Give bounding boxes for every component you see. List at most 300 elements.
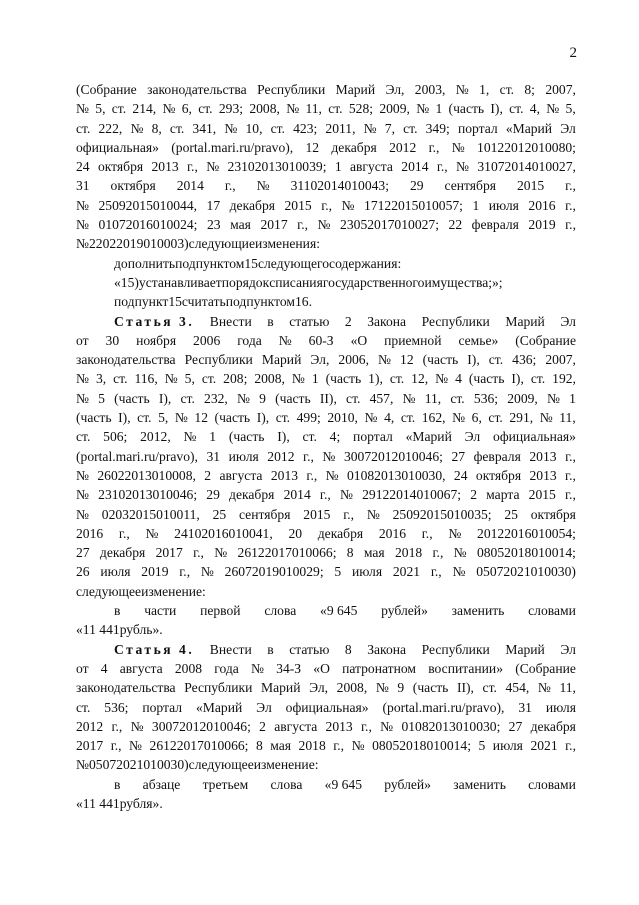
word: 2015 <box>516 178 545 194</box>
word: г., <box>118 525 130 541</box>
text-line <box>76 755 576 774</box>
word: № <box>162 101 176 117</box>
word: № <box>291 371 305 387</box>
word: 2021 <box>530 738 558 754</box>
word: 214, <box>132 101 157 117</box>
word: № <box>375 680 389 696</box>
word: 26072019010029; <box>224 564 324 580</box>
word: 208; <box>223 371 248 387</box>
word: 2012 <box>267 448 295 464</box>
word: 30072012010046; <box>343 448 443 464</box>
text-line <box>76 138 576 157</box>
word: 5 <box>334 564 342 580</box>
word: октября <box>110 178 156 194</box>
word: содержания: <box>329 255 402 271</box>
word: декабря <box>331 139 377 155</box>
word: 528; <box>348 101 374 117</box>
word: «11 441 <box>76 622 120 638</box>
word: 26122017010066; <box>237 545 337 561</box>
word: г., <box>179 564 191 580</box>
word: г., <box>319 487 331 503</box>
word: 341, <box>192 120 217 136</box>
word: от <box>76 332 89 348</box>
word: (часть <box>275 390 311 406</box>
word: законодательства <box>147 82 247 97</box>
word: г., <box>193 545 204 561</box>
word: 5 <box>478 738 486 754</box>
word: 25 <box>504 506 518 522</box>
word: 2008, <box>254 371 285 387</box>
word: июля <box>228 448 259 464</box>
word: (часть <box>325 371 362 387</box>
word: г., <box>428 139 440 155</box>
word: 2016 <box>76 525 104 541</box>
word: ст. <box>76 120 91 136</box>
word: 2015 <box>303 506 331 522</box>
word: 2012 <box>389 139 417 155</box>
text-line <box>76 369 576 388</box>
text-line <box>76 389 576 408</box>
word: 8 <box>255 738 263 754</box>
word: г., <box>565 467 576 483</box>
word: 2003, <box>414 82 446 97</box>
word: «О <box>313 660 330 676</box>
word: 30072012010046; <box>151 718 251 734</box>
word: законодательства <box>76 680 176 696</box>
word: 27 <box>76 545 90 561</box>
word: 31102014010043; <box>290 178 390 194</box>
word: 8; <box>524 82 535 97</box>
word: 1 <box>569 390 576 406</box>
word: № <box>278 332 292 348</box>
word: г., <box>421 525 433 541</box>
word: г., <box>111 718 123 734</box>
word: 31 <box>76 178 90 194</box>
word: Республики <box>184 680 253 696</box>
word: считать <box>181 294 226 310</box>
word: 60-З <box>308 332 334 348</box>
word: 15 <box>168 294 182 310</box>
word: (Собрание <box>515 332 576 348</box>
word: ст. <box>201 371 217 387</box>
word: 454, <box>505 680 530 696</box>
word: семье» <box>458 332 499 348</box>
word: августа <box>119 660 163 676</box>
word: № <box>130 120 144 136</box>
word: 2014 <box>176 178 204 194</box>
word: приемной <box>384 332 442 348</box>
text-line <box>76 601 576 620</box>
word: № <box>317 217 331 233</box>
word: I), <box>158 390 172 406</box>
word: ст. <box>180 390 195 406</box>
word: г., <box>565 178 576 194</box>
word: г., <box>224 178 236 194</box>
word: следующего <box>257 255 330 271</box>
word: октября <box>475 467 522 483</box>
word: 24 <box>76 159 90 175</box>
word: 1 <box>311 371 319 387</box>
document-body <box>76 80 576 813</box>
word: августа <box>219 467 263 483</box>
word: № <box>76 217 89 233</box>
word: «О <box>350 332 368 348</box>
word: Эл <box>560 313 576 329</box>
text-line <box>76 505 576 524</box>
word: № <box>129 738 143 754</box>
word: ст. <box>346 390 361 406</box>
word: Эл, <box>385 82 405 97</box>
word: № <box>76 757 89 773</box>
word: I), <box>256 410 270 426</box>
word: Эл <box>560 641 576 657</box>
word: портал <box>142 699 183 715</box>
word: 05072021010030) <box>476 564 576 580</box>
word: «Марий <box>405 429 452 445</box>
word: (Собрание <box>515 660 576 676</box>
word: ст. <box>302 429 317 445</box>
word: I), <box>467 352 480 368</box>
word: Эл, <box>309 680 329 696</box>
word: декабря <box>99 545 146 561</box>
word: 15 <box>244 255 258 271</box>
word: 1 <box>472 197 480 213</box>
word: Марий <box>505 641 545 657</box>
word: (часть <box>468 371 505 387</box>
word: 4, <box>529 101 540 117</box>
word: рубль». <box>119 622 163 638</box>
word: № <box>547 390 560 406</box>
word: № <box>366 506 380 522</box>
word: Эл <box>464 429 481 445</box>
word: Марий <box>505 313 545 329</box>
word: ст. <box>450 390 465 406</box>
word: 02032015010011, <box>101 506 200 522</box>
word: декабря <box>229 197 275 213</box>
word: Закона <box>367 641 407 657</box>
word: № <box>537 680 551 696</box>
word: 30 <box>105 332 120 348</box>
word: 31072014010027, <box>477 159 576 175</box>
text-line <box>76 698 576 717</box>
word: портал <box>457 120 498 136</box>
word: (portal.mari.ru/pravo), <box>382 699 505 715</box>
word: № <box>416 101 430 117</box>
word: г., <box>297 217 308 233</box>
word: абзаце <box>142 776 181 792</box>
word: № <box>546 101 560 117</box>
word: 25092015010035; <box>392 506 492 522</box>
word: Марий <box>335 82 376 97</box>
word: июля <box>100 564 131 580</box>
word: изменение: <box>253 757 319 773</box>
word: № <box>539 410 553 426</box>
word: г., <box>565 487 576 503</box>
word: 25 <box>212 506 227 522</box>
word: официальная» <box>493 429 576 445</box>
text-line <box>76 524 576 543</box>
word: февраля <box>473 448 521 464</box>
word: августа <box>274 718 318 734</box>
word: г., <box>436 159 448 175</box>
word: ст. <box>530 371 546 387</box>
text-line <box>76 99 576 118</box>
word: г., <box>110 738 122 754</box>
word: 26022013010008, <box>97 467 196 483</box>
word: дополнить <box>114 255 176 271</box>
word: г., <box>565 197 576 213</box>
word: 2009, <box>507 390 538 406</box>
word: № <box>286 101 300 117</box>
word: № <box>76 390 89 406</box>
word: 24102016010041, <box>174 525 273 541</box>
word: 2013 <box>151 159 179 175</box>
word: июля <box>545 699 576 715</box>
word: 22 <box>448 217 463 233</box>
word: ст. <box>76 429 91 445</box>
word: 23 <box>206 217 221 233</box>
article-heading: Статья 3. <box>114 313 195 329</box>
word: № <box>251 660 264 676</box>
word: части <box>144 603 177 619</box>
text-line <box>76 254 576 273</box>
word: мая <box>270 738 292 754</box>
text-line <box>76 408 576 427</box>
word: 6, <box>471 410 482 426</box>
word: 01082013010030, <box>346 467 446 483</box>
word: года <box>214 660 239 676</box>
word: ст. <box>113 371 128 387</box>
word: Эл <box>560 120 576 136</box>
word: 2006 <box>193 332 221 348</box>
word: 2007, <box>545 352 576 368</box>
word: 5, <box>565 101 576 117</box>
word: ст. <box>488 410 503 426</box>
word: (часть <box>422 352 459 368</box>
word: 2013 <box>529 467 557 483</box>
word: 12 <box>194 410 208 426</box>
text-line <box>76 582 576 601</box>
word: слова <box>270 776 303 792</box>
text-line <box>76 119 576 138</box>
word: ст. <box>488 352 504 368</box>
word: в <box>267 313 274 329</box>
text-line <box>76 562 576 581</box>
word: 2006, <box>338 352 369 368</box>
word: № <box>76 467 89 483</box>
word: 01082013010030; <box>401 718 501 734</box>
word: Закона <box>367 313 407 329</box>
word: 2014 <box>401 159 429 175</box>
word: № <box>76 371 89 387</box>
word: 12 <box>400 352 414 368</box>
word: 2012 <box>76 718 104 734</box>
word: 2008, <box>249 101 280 117</box>
word: 23102013010039; <box>227 159 327 175</box>
word: 31 <box>518 699 532 715</box>
word: № <box>451 139 465 155</box>
text-line <box>76 234 576 253</box>
word: имущества;»; <box>424 274 503 290</box>
word: 20122016010054; <box>477 525 576 541</box>
word: 34-З <box>276 660 302 676</box>
word: 01072016010024; <box>98 217 198 233</box>
word: 27 <box>451 448 466 464</box>
word: 2015 <box>284 197 312 213</box>
word: статью <box>289 313 330 329</box>
word: № <box>364 410 378 426</box>
text-line <box>76 717 576 736</box>
text-line <box>76 447 576 466</box>
text-line <box>76 659 576 678</box>
word: № <box>435 371 449 387</box>
word: г., <box>303 448 314 464</box>
text-line <box>76 427 576 446</box>
word: Республики <box>184 352 253 368</box>
word: словами <box>528 603 576 619</box>
word: ст. <box>111 101 127 117</box>
word: «15) <box>114 274 139 290</box>
word: 192, <box>552 371 576 387</box>
word: (часть <box>214 410 251 426</box>
word: официальная» <box>76 139 159 155</box>
word: 4 <box>455 371 462 387</box>
word: декабря <box>530 718 576 734</box>
word: № <box>145 525 159 541</box>
word: 9 <box>259 390 266 406</box>
word: третьем <box>202 776 249 792</box>
word: в <box>114 603 121 619</box>
word: ст. <box>169 120 185 136</box>
word: г., <box>187 159 198 175</box>
word: официальная» <box>285 699 369 715</box>
word: 2019 <box>528 217 556 233</box>
word: (Собрание <box>76 82 137 97</box>
word: 2017 <box>260 217 288 233</box>
word: 2012, <box>140 429 171 445</box>
word: июля <box>492 738 523 754</box>
word: Республики <box>421 313 490 329</box>
word: в <box>114 776 121 792</box>
word: февраля <box>471 217 519 233</box>
word: 3, <box>95 371 107 387</box>
word: ст. <box>400 410 416 426</box>
word: 11, <box>424 390 442 406</box>
word: 2013 <box>270 467 299 483</box>
word: 2 <box>204 467 212 483</box>
word: 26122017010066; <box>149 738 249 754</box>
word: Эл <box>256 699 272 715</box>
word: 536; <box>473 390 499 406</box>
word: сентября <box>238 506 291 522</box>
word: 08052018010014; <box>476 545 576 561</box>
word: 349; <box>425 120 450 136</box>
word: ст. <box>270 120 285 136</box>
text-line <box>76 736 576 755</box>
word: 8 <box>346 545 354 561</box>
word: 506; <box>103 429 128 445</box>
word: 31 <box>206 448 221 464</box>
word: № <box>200 564 214 580</box>
word: г., <box>321 197 333 213</box>
word: № <box>256 178 270 194</box>
word: 2009, <box>379 101 410 117</box>
word: № <box>76 236 89 252</box>
word: 24 <box>453 467 468 483</box>
word: августа <box>349 159 393 175</box>
word: патронатном <box>342 660 417 676</box>
word: 293; <box>218 101 244 117</box>
word: следующее <box>76 583 142 599</box>
word: заменить <box>453 776 506 792</box>
word: ст. <box>509 101 524 117</box>
word: 5 <box>98 390 105 406</box>
word: 10, <box>245 120 263 136</box>
word: № <box>224 120 238 136</box>
word: 2013 <box>529 448 557 464</box>
word: г., <box>565 738 576 754</box>
word: № <box>351 738 365 754</box>
word: 8, <box>151 120 162 136</box>
word: Республики <box>421 641 490 657</box>
text-line <box>76 196 576 215</box>
word: 17122015010057; <box>364 197 463 213</box>
text-line <box>76 620 576 639</box>
word: заменить <box>451 603 505 619</box>
word: № <box>453 545 467 561</box>
word: I), <box>511 371 524 387</box>
word: г., <box>432 545 444 561</box>
word: 4, <box>384 410 395 426</box>
word: 2013 <box>325 718 353 734</box>
word: декабря <box>229 487 275 503</box>
word: Марий <box>261 680 301 696</box>
word: 4; <box>329 429 341 445</box>
word: 291, <box>509 410 534 426</box>
word: ст. <box>198 101 213 117</box>
word: № <box>183 429 197 445</box>
word: изменения: <box>255 236 320 252</box>
text-line <box>76 640 576 659</box>
word: рубля». <box>119 795 163 811</box>
word: г., <box>565 448 576 464</box>
text-line <box>76 273 576 292</box>
word: 11, <box>305 101 322 117</box>
word: 5, <box>184 371 195 387</box>
word: 26 <box>76 564 90 580</box>
word: 29 <box>409 178 424 194</box>
text-line <box>76 157 576 176</box>
word: 2015 <box>528 487 556 503</box>
word: изменение: <box>141 583 206 599</box>
word: государственного <box>322 274 425 290</box>
word: г., <box>361 718 372 734</box>
word: рублей» <box>381 603 428 619</box>
word: «9 645 <box>320 603 358 619</box>
word: ст. <box>328 101 343 117</box>
word: Республики <box>257 82 326 97</box>
word: 2016 <box>378 525 407 541</box>
word: ст. <box>389 371 405 387</box>
word: 9 <box>397 680 405 696</box>
word: г., <box>430 564 442 580</box>
word: слова <box>264 603 297 619</box>
word: июля <box>488 197 519 213</box>
word: первой <box>200 603 241 619</box>
word: рублей» <box>384 776 431 792</box>
word: 08052018010014; <box>372 738 471 754</box>
word: 1 <box>435 101 443 117</box>
